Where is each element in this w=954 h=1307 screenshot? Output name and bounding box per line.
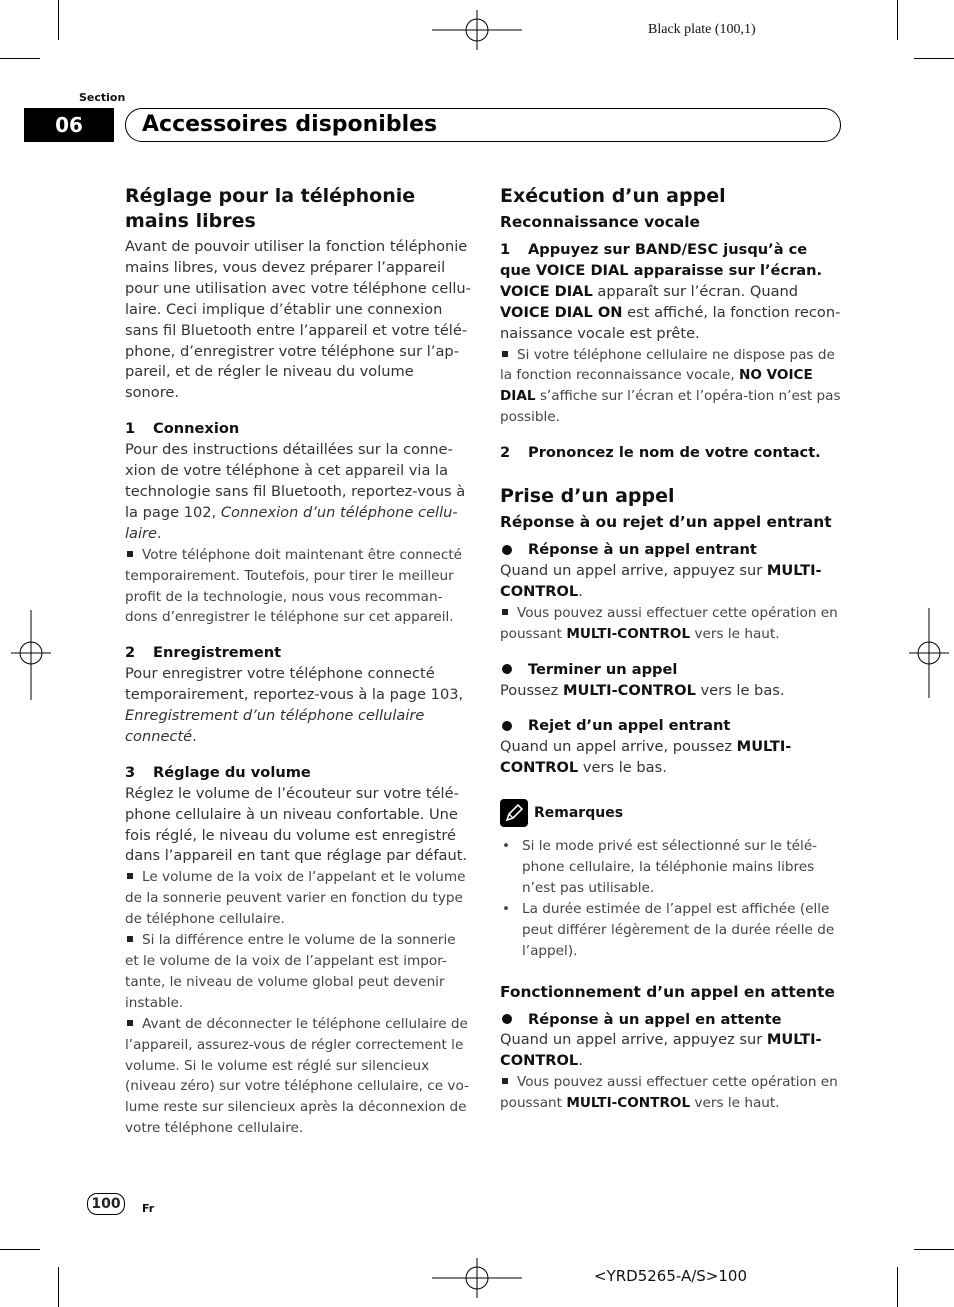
section-label: Section [79, 91, 126, 104]
registration-body: Pour enregistrer votre téléphone connecté temporairement, reportez-vous à la page 103, Enregistrement d’un téléphone cellulaire connecté. [125, 665, 464, 745]
crop-mark [897, 0, 898, 40]
connection-body: Pour des instructions détaillées sur la conne-xion de votre téléphone à cet appareil via la technologie sans fil Bluetooth, reportez-vous à la page 102, Connexion d’un téléphone cellu-laire. [125, 441, 466, 542]
crop-mark [914, 1249, 954, 1250]
registration-mark-icon [432, 1253, 522, 1303]
crop-mark [0, 1249, 40, 1250]
note-item: Votre téléphone doit maintenant être connecté temporairement. Toutefois, pour tirer le meilleur profit de la technologie, nous vous recomman-dons d’enregistrer le téléphone sur cet appareil. [125, 546, 463, 626]
page-number: 100 [87, 1193, 125, 1215]
right-column [500, 184, 842, 1114]
take-call-heading: Prise d’un appel [500, 485, 675, 508]
crop-mark [0, 58, 40, 59]
bullet-answer-waiting: Réponse à un appel en attente [500, 1010, 842, 1031]
bullet-icon [502, 1014, 512, 1024]
document-code: <YRD5265-A/S>100 [594, 1267, 747, 1285]
crop-mark [58, 1267, 59, 1307]
cross-reference: Connexion d’un téléphone cellu-laire [125, 503, 458, 542]
handsfree-heading: Réglage pour la téléphonie mains libres [125, 185, 416, 232]
cross-reference: Enregistrement d’un téléphone cellulaire connecté [125, 707, 425, 745]
pencil-icon [500, 799, 528, 827]
step-voice-dial: 1 Appuyez sur BAND/ESC jusqu’à ce que VOICE DIAL apparaisse sur l’écran. [500, 241, 823, 279]
answer-call-body: Quand un appel arrive, appuyez sur MULTI-CONTROL. [500, 561, 822, 600]
call-waiting-subheading: Fonctionnement d’un appel en attente [500, 982, 835, 1001]
crop-mark [58, 0, 59, 40]
section-title: Accessoires disponibles [142, 112, 438, 137]
bullet-icon [502, 721, 512, 731]
section-title-bar [125, 108, 841, 142]
step-registration: 2 Enregistrement [125, 644, 282, 662]
intro-paragraph: Avant de pouvoir utiliser la fonction téléphonie mains libres, vous devez préparer l’appareil pour une utilisation avec votre téléphone cellu-laire. Ceci implique d’établir une connexion sans fil Bluetooth entre l’appareil et votre télé-phone, d’enregistrer votre téléphone sur l’ap-pareil, et de régler le niveau du volume sonore. [125, 238, 471, 402]
note-item: Avant de déconnecter le téléphone cellulaire de l’appareil, assurez-vous de régler correctement le volume. Si le volume est réglé sur silencieux (niveau zéro) sur votre téléphone cellulaire, ce vo-lume reste sur silencieux après la déconnexion de votre téléphone cellulaire. [125, 1015, 469, 1137]
bullet-icon [502, 545, 512, 555]
registration-mark-icon [6, 610, 56, 700]
voice-dial-body: VOICE DIAL apparaît sur l’écran. Quand VOICE DIAL ON est affiché, la fonction recon-naissance vocale est prête. [500, 282, 841, 342]
left-column [125, 184, 471, 1139]
note-item: Si la différence entre le volume de la sonnerie et le volume de la voix de l’appelant est impor-tante, le niveau de volume global peut devenir instable. [125, 932, 456, 1011]
crop-mark [914, 58, 954, 59]
step-connection: 1 Connexion [125, 420, 240, 438]
note-item: Vous pouvez aussi effectuer cette opération en poussant MULTI-CONTROL vers le haut. [500, 604, 838, 642]
crop-mark [897, 1267, 898, 1307]
call-heading: Exécution d’un appel [500, 185, 726, 207]
step-say-name: 2 Prononcez le nom de votre contact. [500, 444, 821, 462]
step-volume: 3 Réglage du volume [125, 763, 311, 781]
section-number: 06 [24, 108, 114, 142]
reject-call-body: Quand un appel arrive, poussez MULTI-CONTROL vers le bas. [500, 738, 792, 777]
bullet-reject-call: Rejet d’un appel entrant [500, 716, 842, 737]
answer-waiting-body: Quand un appel arrive, appuyez sur MULTI-CONTROL. [500, 1031, 822, 1070]
language-label: Fr [142, 1202, 155, 1215]
answer-reject-subheading: Réponse à ou rejet d’un appel entrant [500, 513, 832, 532]
plate-label: Black plate (100,1) [648, 22, 756, 37]
end-call-body: Poussez MULTI-CONTROL vers le bas. [500, 681, 785, 699]
note-item: Vous pouvez aussi effectuer cette opération en poussant MULTI-CONTROL vers le haut. [500, 1074, 838, 1112]
note-item: Le volume de la voix de l’appelant et le volume de la sonnerie peuvent varier en fonction du type de téléphone cellulaire. [125, 869, 466, 928]
remark-item: • Si le mode privé est sélectionné sur le télé-phone cellulaire, la téléphonie mains libres n’est pas utilisable. [502, 838, 818, 896]
note-item: Si votre téléphone cellulaire ne dispose pas de la fonction reconnaissance vocale, NO VOICE DIAL s’affiche sur l’écran et l’opéra-tion n’est pas possible. [500, 346, 841, 426]
bullet-end-call: Terminer un appel [500, 660, 842, 681]
bullet-icon [502, 664, 512, 674]
bullet-answer-call: Réponse à un appel entrant [500, 540, 842, 561]
remark-item: • La durée estimée de l’appel est affichée (elle peut différer légèrement de la durée réelle de l’appel). [502, 900, 835, 959]
registration-mark-icon [432, 5, 522, 55]
volume-body: Réglez le volume de l’écouteur sur votre télé-phone cellulaire à un niveau confortable. Une fois réglé, le niveau du volume est enregistré dans l’appareil en tant que réglage par défaut. [125, 784, 468, 865]
registration-mark-icon [904, 608, 954, 698]
voice-recognition-subheading: Reconnaissance vocale [500, 213, 700, 231]
remarks-header [500, 799, 842, 827]
remarks-title: Remarques [534, 804, 624, 821]
